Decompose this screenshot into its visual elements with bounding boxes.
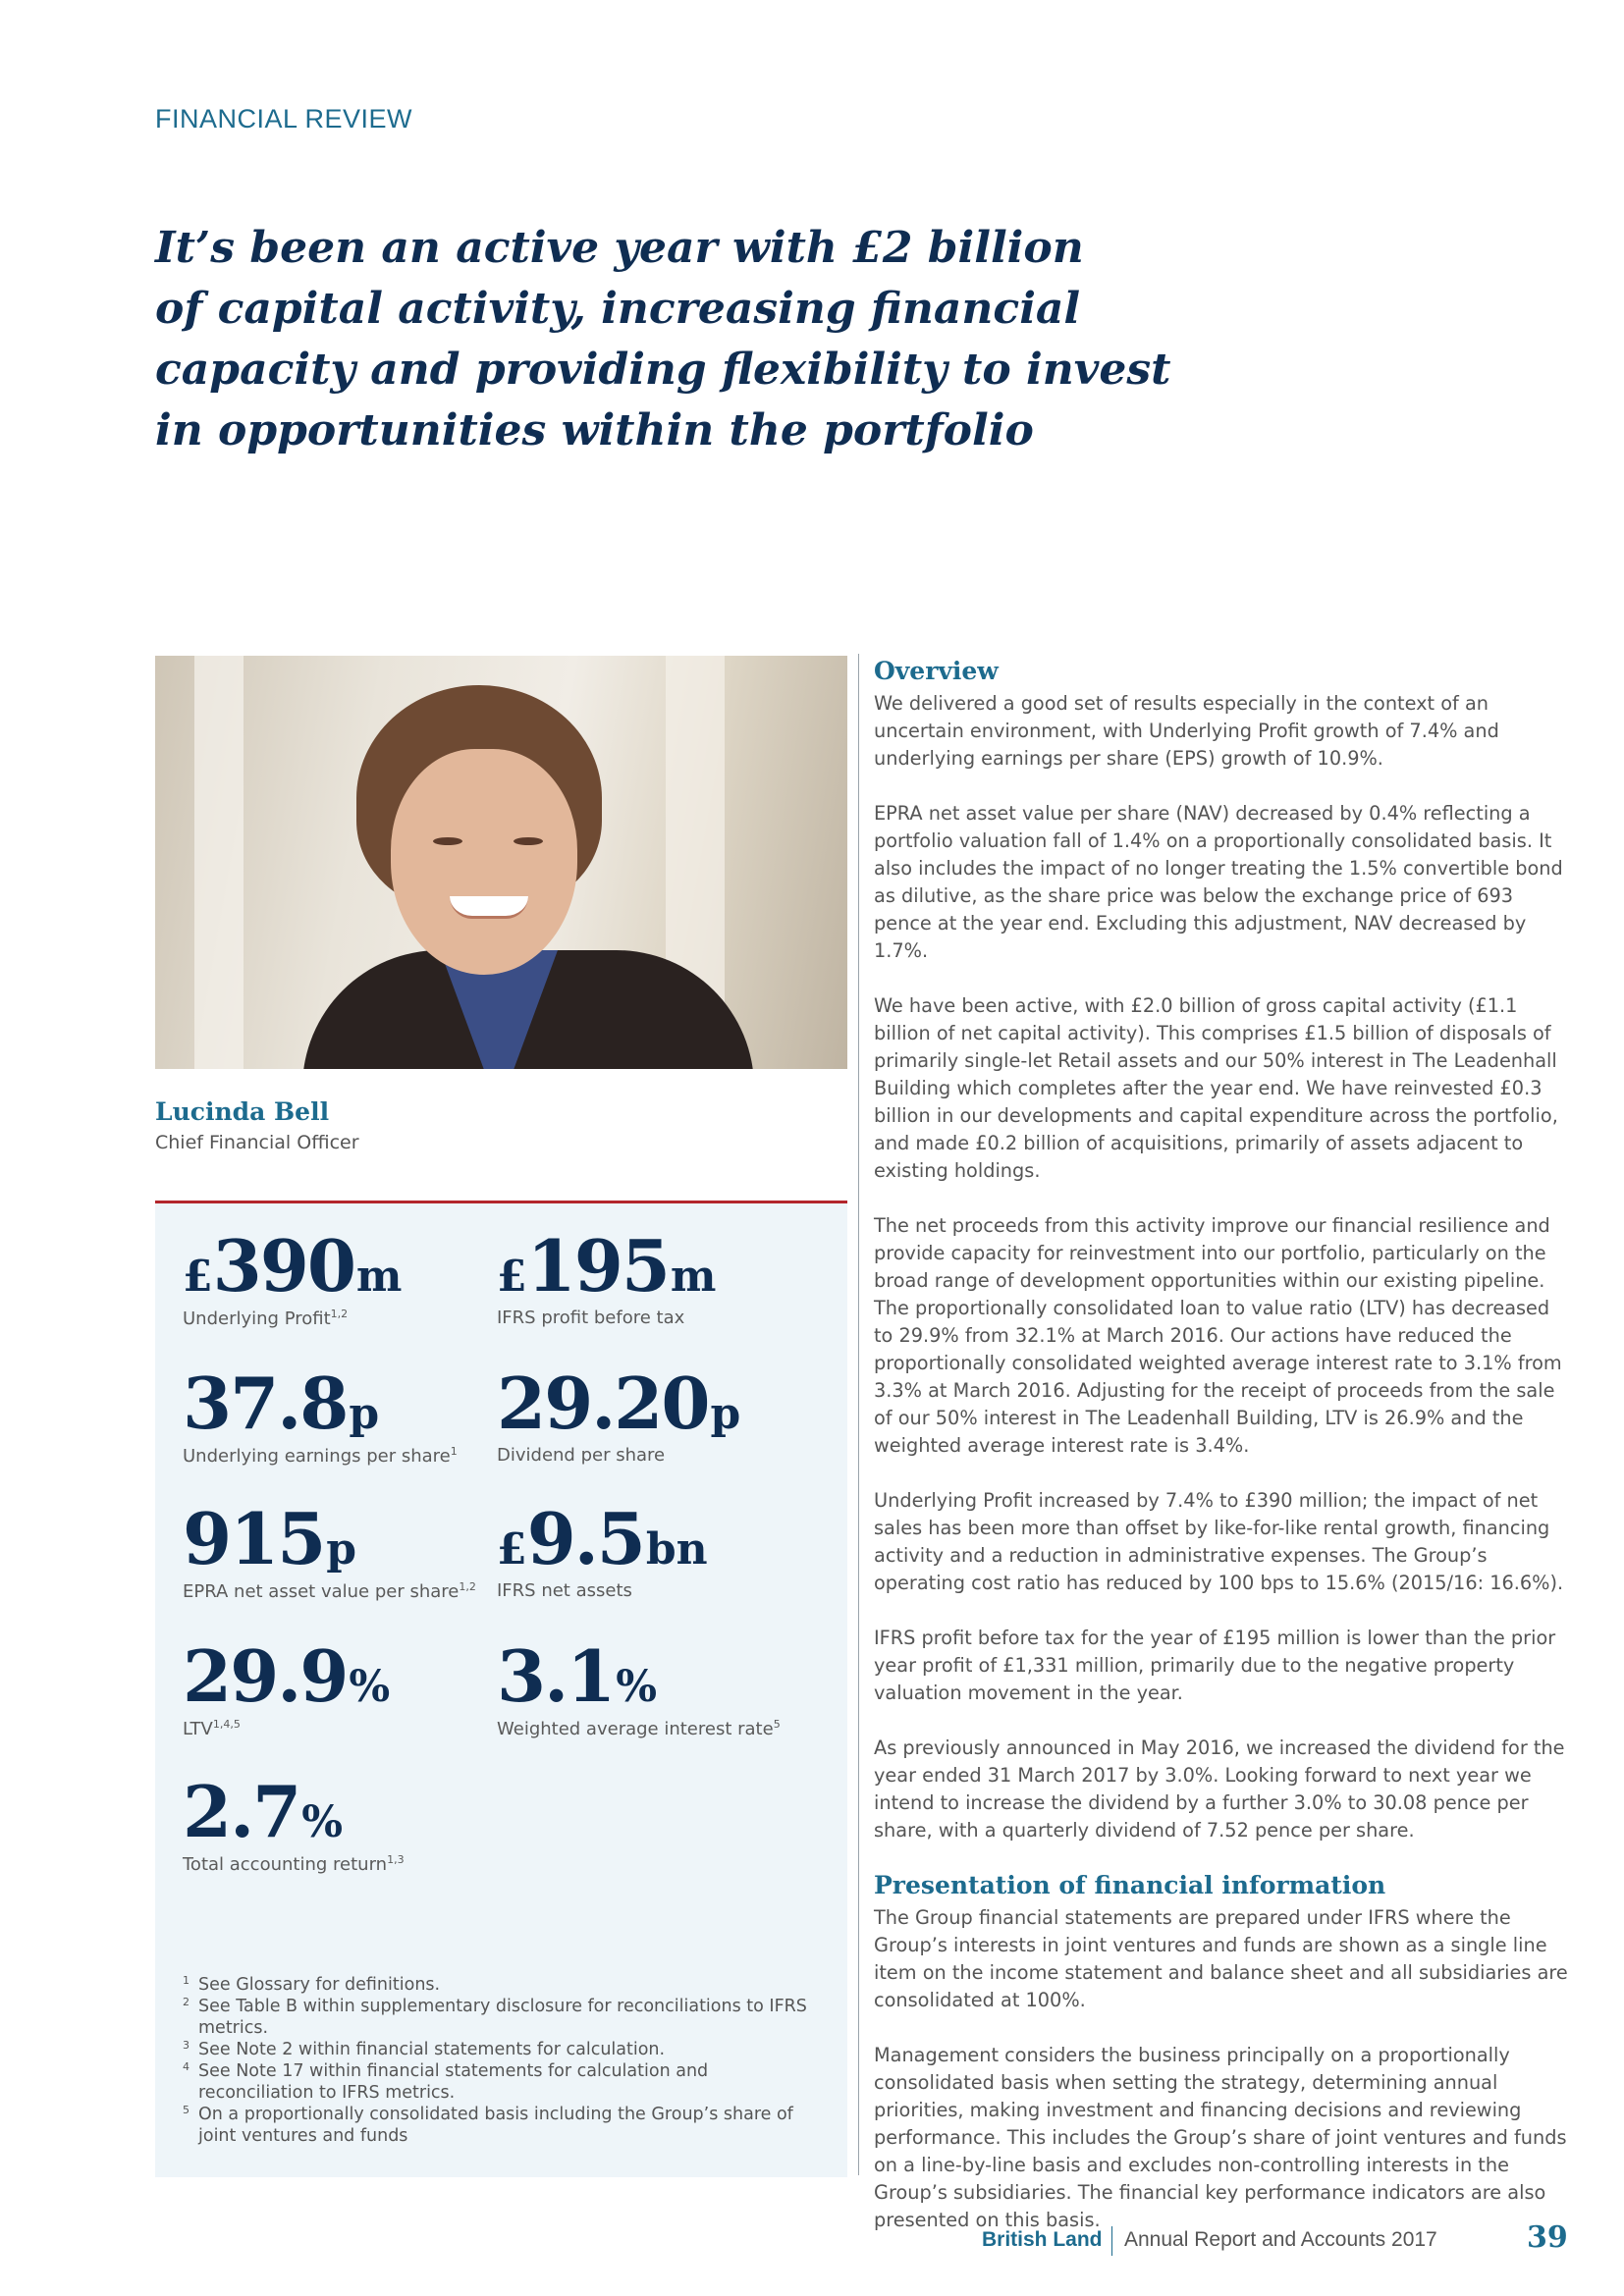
headline-line: of capital activity, increasing financial	[155, 284, 1081, 334]
footer-title: Annual Report and Accounts 2017	[1124, 2228, 1437, 2251]
kpi-value: £390m	[183, 1224, 403, 1308]
footer-brand: British Land	[982, 2228, 1103, 2251]
headline-line: It’s been an active year with £2 billion	[155, 223, 1084, 273]
headline	[155, 218, 1235, 461]
footnote-item: 3 See Note 2 within financial statements for calculation.	[183, 2039, 666, 2059]
body-paragraph: Management considers the business principally on a proportionally consolidated basis when setting the strategy, determining annual priorities, making investment and financing decisions and reviewing performance. This includes the Group’s share of joint ventures and funds on a line-by-line basis and excludes non-controlling interests in the Group’s subsidiaries. The financial key performance indicators are also presented on this basis.	[874, 2044, 1567, 2231]
presentation-heading: Presentation of financial information	[874, 1871, 1386, 1899]
footnote-item: 1 See Glossary for definitions.	[183, 1974, 441, 1995]
page-number: 39	[1527, 2220, 1568, 2255]
headline-line: in opportunities within the portfolio	[155, 405, 1034, 455]
kpi-label: Weighted average interest rate$^5$	[497, 1718, 781, 1739]
body-paragraph: EPRA net asset value per share (NAV) decreased by 0.4% reflecting a portfolio valuation fall of 1.4% on a proportionally consolidated basis. It also includes the impact of no longer treating the 1.5% convertible bond as dilutive, as the share price was below the exchange price of 693 pence at the year end. Excluding this adjustment, NAV decreased by 1.7%.	[874, 802, 1563, 962]
person-role: Chief Financial Officer	[155, 1132, 359, 1153]
kpi-value: 3.1%	[497, 1634, 658, 1718]
kpi-value: 29.20p	[497, 1362, 741, 1445]
kpi-label: LTV$^{1,4,5}$	[183, 1718, 241, 1739]
body-paragraph: We have been active, with £2.0 billion of gross capital activity (£1.1 billion of net capital activity). This comprises £1.5 billion of disposals of primarily single-let Retail assets and our 50% interest in The Leadenhall Building which completes after the year end. We have reinvested £0.3 billion in our developments and capital expenditure across the portfolio, and made £0.2 billion of acquisitions, primarily of assets adjacent to existing holdings.	[874, 994, 1558, 1182]
portrait-photo	[155, 656, 847, 1069]
kpi-item	[497, 1362, 791, 1466]
kpi-value: 2.7%	[183, 1770, 344, 1853]
overview-heading: Overview	[874, 657, 999, 685]
body-paragraph: As previously announced in May 2016, we increased the dividend for the year ended 31 March 2017 by 3.0%. Looking forward to next year we intend to increase the dividend by a further 3.0% to 30.08 pence per share, with a quarterly dividend of 7.52 pence per share.	[874, 1736, 1565, 1842]
kpi-item	[183, 1634, 477, 1739]
footnotes	[183, 1974, 811, 2147]
kpi-item	[497, 1497, 791, 1601]
kpi-value: 29.9%	[183, 1634, 391, 1718]
column-divider	[858, 654, 859, 2175]
kpi-label: Total accounting return$^{1,3}$	[183, 1853, 405, 1875]
kpi-value: £195m	[497, 1224, 717, 1308]
footer-divider	[1111, 2226, 1112, 2256]
footnote-item: 4 See Note 17 within financial statements for calculation and reconciliation to IFRS metrics.	[183, 2060, 709, 2103]
kpi-label: Underlying earnings per share$^1$	[183, 1445, 458, 1467]
body-text	[874, 656, 1571, 2262]
body-paragraph: We delivered a good set of results especially in the context of an uncertain environment, with Underlying Profit growth of 7.4% and underlying earnings per share (EPS) growth of 10.9%.	[874, 692, 1499, 770]
body-paragraph: The net proceeds from this activity improve our financial resilience and provide capacity for reinvestment into our portfolio, particularly on the broad range of development opportunities within our existing pipeline. The proportionally consolidated loan to value ratio (LTV) has decreased to 29.9% from 32.1% at March 2016. Our actions have reduced the proportionally consolidated weighted average interest rate to 3.1% from 3.3% at March 2016. Adjusting for the receipt of proceeds from the sale of our 50% interest in The Leadenhall Building, LTV is 26.9% and the weighted average interest rate is 3.4%.	[874, 1214, 1562, 1457]
body-paragraph: IFRS profit before tax for the year of £195 million is lower than the prior year profit of £1,331 million, primarily due to the negative property valuation movement in the year.	[874, 1627, 1556, 1704]
kpi-item	[183, 1362, 477, 1467]
kpi-label: Dividend per share	[497, 1445, 666, 1466]
kpi-label: IFRS profit before tax	[497, 1308, 685, 1328]
kpi-value: 37.8p	[183, 1362, 380, 1445]
kpi-label: Underlying Profit$^{1,2}$	[183, 1308, 349, 1329]
footnote-item: 5 On a proportionally consolidated basis including the Group’s share of joint ventures and funds	[183, 2104, 793, 2146]
kpi-panel	[155, 1201, 847, 2177]
footnote-item: 2 See Table B within supplementary disclosure for reconciliations to IFRS metrics.	[183, 1996, 807, 2038]
body-paragraph: Underlying Profit increased by 7.4% to £390 million; the impact of net sales has been more than offset by like-for-like rental growth, financing activity and a reduction in administrative expenses. The Group’s operating cost ratio has reduced by 100 bps to 15.6% (2015/16: 16.6%).	[874, 1489, 1564, 1594]
kpi-item	[497, 1224, 791, 1328]
kpi-label: IFRS net assets	[497, 1580, 632, 1601]
headline-line: capacity and providing flexibility to invest	[155, 345, 1171, 395]
kpi-value: 915p	[183, 1497, 357, 1580]
kpi-value: £9.5bn	[497, 1497, 708, 1580]
body-paragraph: The Group financial statements are prepared under IFRS where the Group’s interests in joint ventures and funds are shown as a single line item on the income statement and balance sheet and all subsidiaries are consolidated at 100%.	[874, 1906, 1568, 2011]
kpi-item	[497, 1634, 791, 1739]
section-label: FINANCIAL REVIEW	[155, 104, 413, 133]
kpi-label: EPRA net asset value per share$^{1,2}$	[183, 1580, 476, 1602]
page-footer	[0, 2220, 1624, 2268]
kpi-item	[183, 1497, 477, 1602]
person-name: Lucinda Bell	[155, 1097, 330, 1126]
kpi-item	[183, 1770, 477, 1875]
kpi-item	[183, 1224, 477, 1329]
